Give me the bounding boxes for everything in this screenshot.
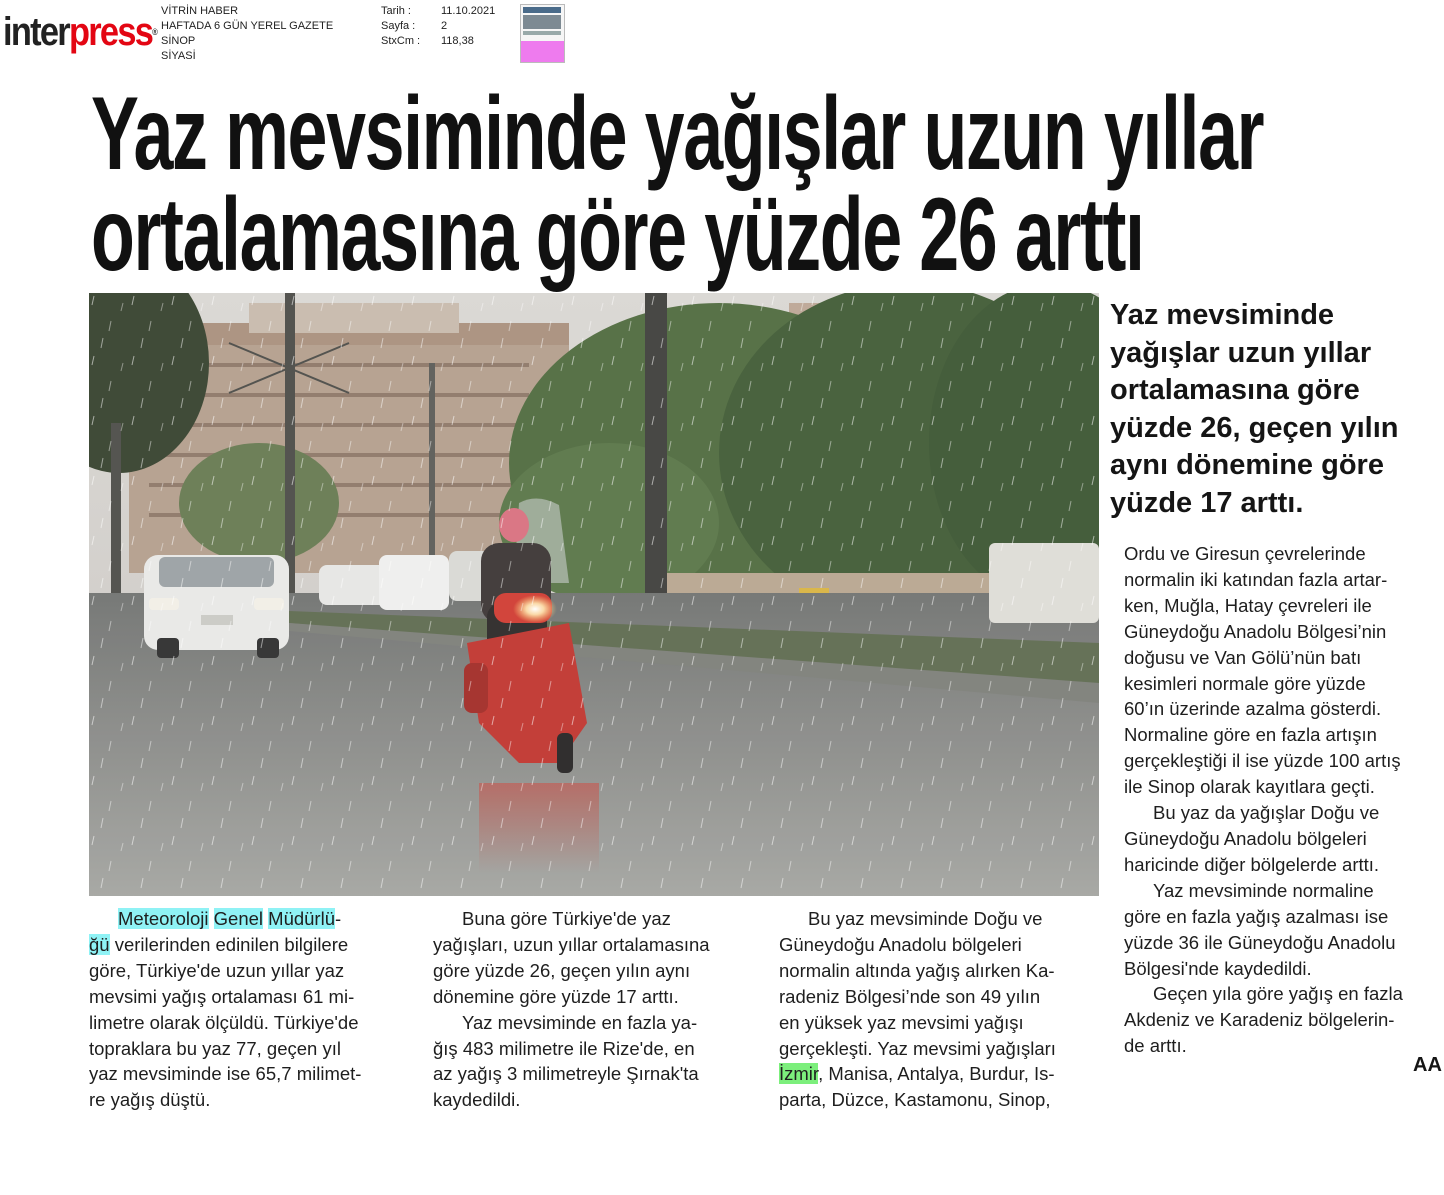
- column-line: Normaline göre en fazla artışın: [1124, 724, 1377, 746]
- thumbnail-text: [523, 31, 561, 35]
- column-line: Bu yaz mevsiminde Doğu ve: [808, 908, 1043, 929]
- column-line: kesimleri normale göre yüzde: [1124, 672, 1366, 694]
- logo-part-press: press: [68, 10, 153, 54]
- highlight-izmir: İzmir: [779, 1063, 819, 1085]
- headline-line: Yaz mevsiminde yağışlar uzun yıllar: [91, 76, 1264, 192]
- column-line: re yağış düştü.: [89, 1089, 211, 1111]
- column-line: Akdeniz ve Karadeniz bölgelerin-: [1124, 1009, 1395, 1031]
- publication-name: VİTRİN HABER: [161, 5, 239, 17]
- stxcm-value: 118,38: [441, 35, 474, 47]
- column-line: limetre olarak ölçüldü. Türkiye'de: [89, 1011, 359, 1033]
- stxcm-label: StxCm :: [381, 35, 421, 47]
- lead-line: yüzde 26, geçen yılın: [1110, 411, 1399, 444]
- column-line: doğusu ve Van Gölü’nün batı: [1124, 646, 1362, 668]
- column-line: radeniz Bölgesi’nde son 49 yılın: [779, 985, 1041, 1007]
- lead-line: ortalamasına göre: [1110, 374, 1360, 406]
- highlight-meteoroloji: Meteoroloji: [118, 908, 209, 929]
- column-line: [779, 1061, 1056, 1087]
- lead-line: yağışlar uzun yıllar: [1110, 336, 1372, 369]
- column-line: gerçekleşti. Yaz mevsimi yağışları: [779, 1037, 1056, 1059]
- column-line: yaz mevsiminde ise 65,7 milimet-: [89, 1063, 362, 1085]
- article-lead: [1110, 297, 1444, 522]
- column-line: Yaz mevsiminde normaline: [1153, 879, 1374, 901]
- line-rest: , Manisa, Antalya, Burdur, Is-: [818, 1063, 1055, 1085]
- publication-city: SİNOP: [161, 35, 196, 47]
- column-line: kaydedildi.: [433, 1089, 521, 1111]
- registered-mark: ®: [152, 27, 158, 37]
- page-label: Sayfa :: [381, 20, 416, 32]
- logo-part-inter: inter: [3, 10, 69, 54]
- body-column-3: [779, 906, 1056, 1113]
- column-line: ğış 483 milimetre ile Rize'de, en: [433, 1037, 695, 1059]
- thumbnail-photo: [523, 15, 561, 29]
- page-value: 2: [441, 20, 448, 32]
- highlight-gu: ğü: [89, 933, 110, 955]
- column-line: mevsimi yağış ortalaması 61 mi-: [89, 985, 355, 1007]
- column-line: Buna göre Türkiye'de yaz: [462, 908, 671, 929]
- lead-line: yüzde 17 arttı.: [1110, 486, 1304, 519]
- column-line: gerçekleştiği il ise yüzde 100 artış: [1124, 750, 1401, 772]
- column-line: normalin iki katından fazla artar-: [1124, 568, 1388, 590]
- column-line: az yağış 3 milimetreyle Şırnak'ta: [433, 1063, 699, 1085]
- column-line: dönemine göre yüzde 17 arttı.: [433, 985, 679, 1007]
- column-line: göre yüzde 26, geçen yılın aynı: [433, 959, 691, 981]
- column-line: yağışları, uzun yıllar ortalamasına: [433, 933, 710, 955]
- body-column-4: [1124, 541, 1403, 1059]
- column-line: haricinde diğer bölgelerde arttı.: [1124, 853, 1380, 875]
- column-line: Yaz mevsiminde en fazla ya-: [462, 1011, 698, 1033]
- column-line: topraklara bu yaz 77, geçen yıl: [89, 1037, 341, 1059]
- page-thumbnail[interactable]: [520, 4, 565, 63]
- column-line: Ordu ve Giresun çevrelerinde: [1124, 543, 1366, 564]
- column-line: Güneydoğu Anadolu bölgeleri: [1124, 827, 1367, 849]
- body-column-1: [89, 906, 361, 1113]
- column-line: göre en fazla yağış azalması ise: [1124, 905, 1389, 927]
- article-photo: [89, 293, 1099, 896]
- line-rest: verilerinden edinilen bilgilere: [109, 933, 349, 955]
- rainy-street-scooter-image: [89, 293, 1099, 896]
- publication-frequency: HAFTADA 6 GÜN YEREL GAZETE: [161, 20, 334, 32]
- lead-line: Yaz mevsiminde: [1110, 299, 1335, 331]
- column-line: Bu yaz da yağışlar Doğu ve: [1153, 802, 1380, 824]
- thumbnail-article-highlight: [521, 41, 564, 62]
- headline-line: ortalamasına göre yüzde 26 arttı: [91, 177, 1144, 293]
- column-line: [89, 906, 361, 932]
- date-value: 11.10.2021: [441, 5, 496, 17]
- agency-signature: AA: [1413, 1054, 1442, 1076]
- meta-labels: [381, 4, 420, 49]
- column-line: yüzde 36 ile Güneydoğu Anadolu: [1124, 931, 1396, 953]
- column-line: parta, Düzce, Kastamonu, Sinop,: [779, 1089, 1051, 1111]
- lead-line: aynı dönemine göre: [1110, 449, 1384, 481]
- highlight-genel: Genel: [213, 908, 264, 929]
- column-line: göre, Türkiye'de uzun yıllar yaz: [89, 959, 345, 981]
- date-label: Tarih :: [381, 5, 411, 17]
- hyphen: -: [335, 908, 342, 929]
- column-line: Bölgesi'nde kaydedildi.: [1124, 957, 1312, 979]
- column-line: [89, 932, 361, 958]
- column-line: Geçen yıla göre yağış en fazla: [1153, 983, 1403, 1005]
- publication-category: SİYASİ: [161, 50, 196, 62]
- publication-info: [161, 4, 333, 64]
- column-line: de arttı.: [1124, 1035, 1187, 1057]
- column-line: ken, Muğla, Hatay çevreleri ile: [1124, 594, 1372, 616]
- highlight-mudurlu: Müdürlü: [268, 908, 335, 929]
- column-line: normalin altında yağış alırken Ka-: [779, 959, 1055, 981]
- article-headline: [91, 76, 1264, 293]
- thumbnail-masthead: [523, 7, 561, 13]
- column-line: Güneydoğu Anadolu Bölgesi’nin: [1124, 620, 1387, 642]
- interpress-logo: [3, 8, 158, 56]
- column-line: en yüksek yaz mevsimi yağışı: [779, 1011, 1024, 1033]
- column-line: ile Sinop olarak kayıtlara geçti.: [1124, 776, 1375, 798]
- meta-values: [441, 4, 495, 49]
- column-line: 60’ın üzerinde azalma gösterdi.: [1124, 698, 1382, 720]
- body-column-2: [433, 906, 710, 1113]
- column-line: Güneydoğu Anadolu bölgeleri: [779, 933, 1022, 955]
